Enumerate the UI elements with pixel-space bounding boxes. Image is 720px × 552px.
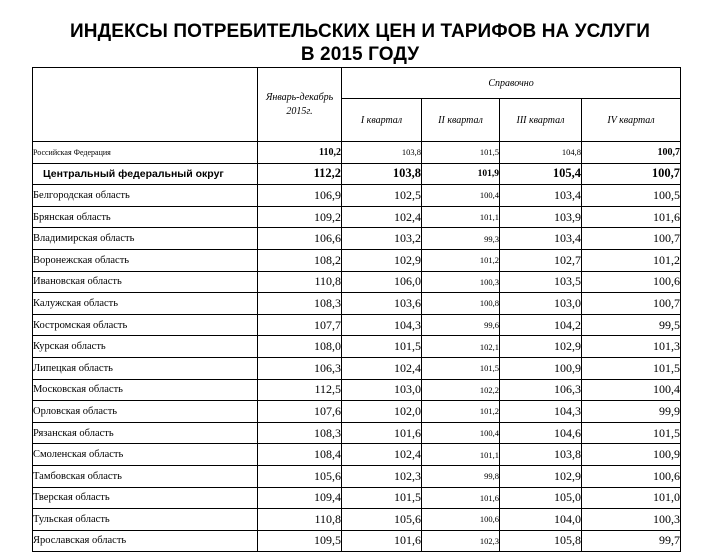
row-q2-value: 100,4	[422, 185, 500, 207]
row-name: Владимирская область	[33, 228, 258, 250]
row-name: Курская область	[33, 336, 258, 358]
row-q2-value: 99,6	[422, 314, 500, 336]
row-q3-value: 103,0	[500, 293, 582, 315]
row-name: Тверская область	[33, 487, 258, 509]
row-q3-value: 102,9	[500, 465, 582, 487]
row-year-value: 106,3	[258, 357, 342, 379]
row-year-value: 109,2	[258, 206, 342, 228]
title-line-1: ИНДЕКСЫ ПОТРЕБИТЕЛЬСКИХ ЦЕН И ТАРИФОВ НА УСЛУГИ	[70, 21, 650, 42]
table-row	[33, 293, 681, 315]
row-name: Ярославская область	[33, 530, 258, 552]
row-year-value: 108,4	[258, 444, 342, 466]
header-year-cell	[258, 68, 342, 142]
row-q4-value: 100,9	[582, 444, 681, 466]
table-row	[33, 487, 681, 509]
row-q1-value: 103,2	[342, 228, 422, 250]
row-name: Воронежская область	[33, 249, 258, 271]
row-q1-value: 106,0	[342, 271, 422, 293]
row-name: Московская область	[33, 379, 258, 401]
row-year-value: 112,2	[258, 163, 342, 185]
header-year-line-2: 2015г.	[286, 105, 313, 117]
table-row-russia	[33, 142, 681, 164]
row-year-value: 108,2	[258, 249, 342, 271]
row-name: Костромская область	[33, 314, 258, 336]
row-q4-value: 100,6	[582, 465, 681, 487]
row-q2-value: 101,1	[422, 444, 500, 466]
row-q3-value: 106,3	[500, 379, 582, 401]
table-row	[33, 379, 681, 401]
table-row	[33, 401, 681, 423]
row-name: Тамбовская область	[33, 465, 258, 487]
row-name: Калужская область	[33, 293, 258, 315]
header-region-cell	[33, 68, 258, 142]
row-q1-value: 103,0	[342, 379, 422, 401]
row-q4-value: 100,7	[582, 142, 681, 164]
row-q2-value: 102,1	[422, 336, 500, 358]
header-quarter-2: II квартал	[422, 99, 500, 142]
row-year-value: 106,9	[258, 185, 342, 207]
row-q4-value: 100,4	[582, 379, 681, 401]
row-q2-value: 101,5	[422, 142, 500, 164]
row-q3-value: 103,4	[500, 228, 582, 250]
row-name: Российская Федерация	[33, 142, 258, 164]
row-q4-value: 100,3	[582, 509, 681, 531]
row-year-value: 109,5	[258, 530, 342, 552]
row-q1-value: 102,4	[342, 206, 422, 228]
row-q1-value: 103,8	[342, 163, 422, 185]
row-q1-value: 104,3	[342, 314, 422, 336]
row-year-value: 106,6	[258, 228, 342, 250]
row-q4-value: 101,5	[582, 422, 681, 444]
row-year-value: 108,3	[258, 422, 342, 444]
row-q1-value: 103,8	[342, 142, 422, 164]
row-q3-value: 103,4	[500, 185, 582, 207]
header-quarter-1: I квартал	[342, 99, 422, 142]
title-line-2: В 2015 ГОДУ	[300, 44, 420, 65]
row-q3-value: 104,3	[500, 401, 582, 423]
table-row-central-district	[33, 163, 681, 185]
table-row	[33, 465, 681, 487]
row-q2-value: 101,6	[422, 487, 500, 509]
row-q1-value: 101,6	[342, 530, 422, 552]
row-q2-value: 100,8	[422, 293, 500, 315]
row-year-value: 107,6	[258, 401, 342, 423]
row-q3-value: 105,8	[500, 530, 582, 552]
header-quarter-3: III квартал	[500, 99, 582, 142]
table-row	[33, 206, 681, 228]
table-row	[33, 314, 681, 336]
row-q3-value: 103,5	[500, 271, 582, 293]
row-q3-value: 104,8	[500, 142, 582, 164]
row-q1-value: 102,4	[342, 444, 422, 466]
row-q4-value: 100,6	[582, 271, 681, 293]
table-row	[33, 336, 681, 358]
table-row	[33, 228, 681, 250]
header-year-line-1: Январь-декабрь	[265, 91, 334, 103]
row-q4-value: 99,5	[582, 314, 681, 336]
row-q4-value: 101,0	[582, 487, 681, 509]
row-q4-value: 100,7	[582, 228, 681, 250]
row-q3-value: 100,9	[500, 357, 582, 379]
row-q3-value: 104,6	[500, 422, 582, 444]
row-q2-value: 101,1	[422, 206, 500, 228]
row-q1-value: 102,5	[342, 185, 422, 207]
row-q2-value: 101,2	[422, 401, 500, 423]
table-row	[33, 444, 681, 466]
row-name: Смоленская область	[33, 444, 258, 466]
row-year-value: 105,6	[258, 465, 342, 487]
row-q3-value: 105,4	[500, 163, 582, 185]
row-q4-value: 101,3	[582, 336, 681, 358]
row-q4-value: 101,2	[582, 249, 681, 271]
row-name: Центральный федеральный округ	[33, 163, 258, 185]
row-name: Орловская область	[33, 401, 258, 423]
row-name: Белгородская область	[33, 185, 258, 207]
row-q3-value: 102,7	[500, 249, 582, 271]
row-q2-value: 101,9	[422, 163, 500, 185]
row-year-value: 107,7	[258, 314, 342, 336]
row-year-value: 108,3	[258, 293, 342, 315]
table-row	[33, 357, 681, 379]
row-q2-value: 101,2	[422, 249, 500, 271]
row-q2-value: 102,3	[422, 530, 500, 552]
table-row	[33, 422, 681, 444]
row-q1-value: 102,9	[342, 249, 422, 271]
row-q3-value: 104,2	[500, 314, 582, 336]
row-q1-value: 102,4	[342, 357, 422, 379]
row-name: Брянская область	[33, 206, 258, 228]
row-q2-value: 100,3	[422, 271, 500, 293]
row-q4-value: 101,6	[582, 206, 681, 228]
row-q2-value: 100,6	[422, 509, 500, 531]
header-reference: Справочно	[342, 68, 681, 99]
row-q4-value: 100,7	[582, 163, 681, 185]
row-year-value: 112,5	[258, 379, 342, 401]
row-q1-value: 101,5	[342, 336, 422, 358]
row-q2-value: 102,2	[422, 379, 500, 401]
table-row	[33, 509, 681, 531]
row-q2-value: 99,8	[422, 465, 500, 487]
row-year-value: 110,2	[258, 142, 342, 164]
row-q1-value: 102,3	[342, 465, 422, 487]
row-q4-value: 101,5	[582, 357, 681, 379]
row-q2-value: 101,5	[422, 357, 500, 379]
table-row	[33, 271, 681, 293]
row-year-value: 110,8	[258, 271, 342, 293]
row-q2-value: 99,3	[422, 228, 500, 250]
header-quarter-4: IV квартал	[582, 99, 681, 142]
row-year-value: 108,0	[258, 336, 342, 358]
row-q4-value: 99,7	[582, 530, 681, 552]
row-name: Рязанская область	[33, 422, 258, 444]
row-q1-value: 102,0	[342, 401, 422, 423]
row-year-value: 110,8	[258, 509, 342, 531]
row-q3-value: 105,0	[500, 487, 582, 509]
row-name: Ивановская область	[33, 271, 258, 293]
row-q3-value: 104,0	[500, 509, 582, 531]
page-title	[0, 20, 720, 66]
row-name: Липецкая область	[33, 357, 258, 379]
row-q3-value: 102,9	[500, 336, 582, 358]
price-index-table	[32, 67, 681, 552]
table-row	[33, 530, 681, 552]
row-q3-value: 103,9	[500, 206, 582, 228]
row-q1-value: 103,6	[342, 293, 422, 315]
row-q3-value: 103,8	[500, 444, 582, 466]
row-q1-value: 105,6	[342, 509, 422, 531]
row-year-value: 109,4	[258, 487, 342, 509]
table-row	[33, 185, 681, 207]
row-q4-value: 99,9	[582, 401, 681, 423]
row-q4-value: 100,5	[582, 185, 681, 207]
row-name: Тульская область	[33, 509, 258, 531]
row-q1-value: 101,5	[342, 487, 422, 509]
row-q2-value: 100,4	[422, 422, 500, 444]
table-row	[33, 249, 681, 271]
row-q4-value: 100,7	[582, 293, 681, 315]
row-q1-value: 101,6	[342, 422, 422, 444]
